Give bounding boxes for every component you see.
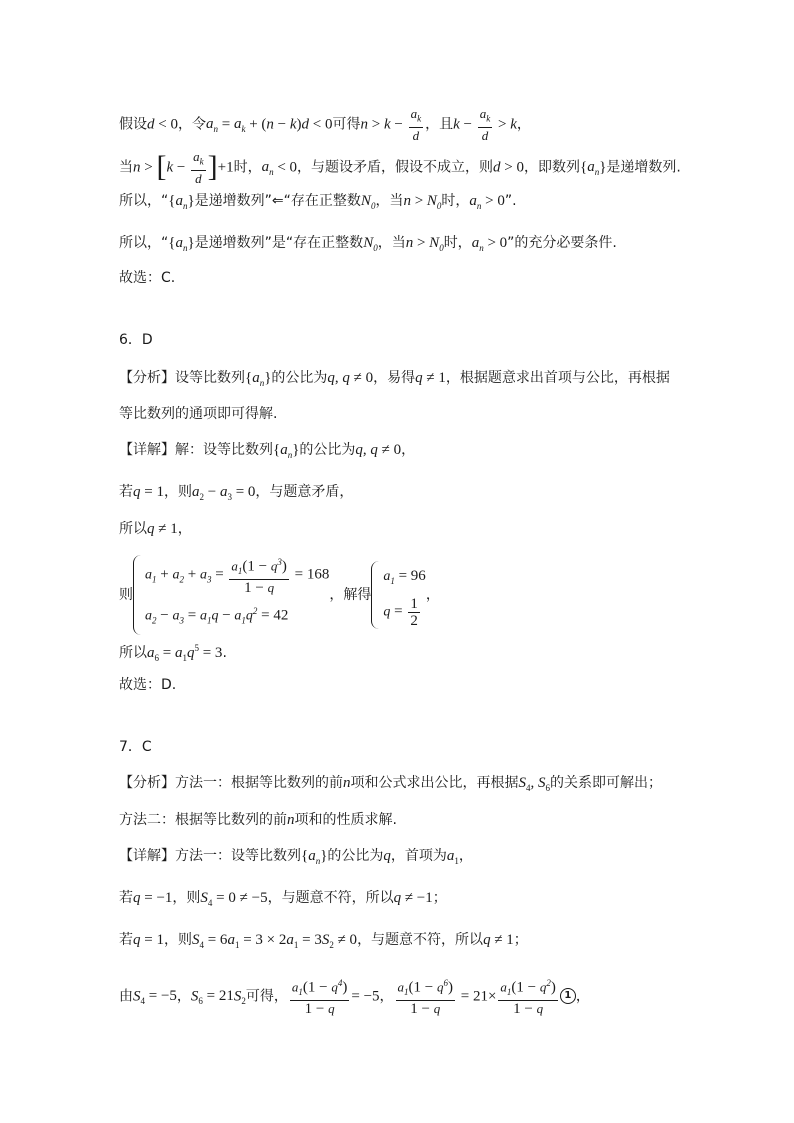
- text-line: 若q = 1，则$a_2 - a_3 = 0$，与题意矛盾，: [119, 484, 354, 502]
- math-inline: + (: [245, 116, 267, 133]
- text-segment: ；: [513, 932, 528, 948]
- question-heading: [119, 330, 153, 350]
- text-line: 【详解】解：设等比数列$\{a_n\}$的公比为q, q ≠ 0，: [119, 442, 416, 460]
- text-segment: 的公比为: [271, 370, 328, 386]
- text-line: 方法二：根据等比数列的前n项和的性质求解.: [119, 812, 397, 828]
- text-segment: ；: [432, 890, 447, 906]
- text-segment: 所以，“: [119, 235, 169, 251]
- text-segment: ，则: [163, 484, 192, 500]
- text-segment: 【详解】方法一：设等比数列: [119, 848, 301, 864]
- text-segment: 可得: [332, 116, 361, 133]
- text-segment: 项和公式求出公比，再根据: [350, 775, 519, 791]
- equation-system: $a_1 = 96$ q = $\frac{1}{2}$: [371, 561, 425, 629]
- text-segment: ，则: [163, 932, 192, 948]
- text-line: 假设d < 0，令$a_n = a_k + (n - k)d < 0$可得n > k − $\frac{a_k}{d}$ ，且k − $\frac{a_k}{d}$ > k，: [119, 106, 531, 143]
- math-inline: d: [147, 116, 155, 133]
- text-segment: 故选：C.: [119, 270, 176, 286]
- math-inline: < 0: [154, 116, 178, 133]
- text-line: 所以$a_6 = a_1q^5 = 3$.: [119, 643, 227, 663]
- text-line: 【分析】方法一：根据等比数列的前n项和公式求出公比，再根据$S_4$, $S_6$的关系即可解出；: [119, 775, 662, 793]
- text-segment: 由: [119, 988, 133, 1005]
- text-segment: 6．D: [119, 332, 153, 348]
- fraction: $\frac{a_1(1 - q^2)}{1 - q}$: [500, 978, 556, 1017]
- text-segment: 【详解】解：设等比数列: [119, 442, 273, 458]
- text-segment: 可得，: [245, 988, 288, 1005]
- text-segment: ，首项为: [390, 848, 447, 864]
- math-inline: $a_n$: [205, 116, 218, 135]
- text-line: 所以，“$\{a_n\}$是递增数列”⇐“存在正整数$N_0$，当$n > N_0$时，$a_n > 0$”.: [119, 193, 517, 211]
- text-segment: ，: [458, 848, 473, 864]
- text-segment: 若: [119, 484, 133, 500]
- bracket: [: [156, 150, 167, 184]
- text-segment: 等比数列的通项即可得解.: [119, 406, 278, 422]
- text-segment: ，: [575, 988, 590, 1005]
- text-segment: ，与题意不符，所以: [267, 890, 394, 906]
- text-line: [119, 555, 440, 635]
- text-segment: 当: [119, 159, 133, 176]
- text-segment: 故选：D.: [119, 677, 177, 693]
- bracket: ]: [207, 150, 218, 184]
- text-segment: ，当: [377, 235, 406, 251]
- text-line: 由$S_4 = -5$，$S_6 = 21S_2$可得， $\frac{a_1(1 - q^4)}{1 - q}$ = −5， $\frac{a_1(1 - q^6)}{1 - q}$ = 21× $\frac{a_1(1 - q^2)}{1 - q}$ 1 ，: [119, 978, 590, 1017]
- math-inline: =: [217, 116, 234, 133]
- text-segment: ，解得: [329, 587, 372, 604]
- text-segment: 方法二：根据等比数列的前: [119, 812, 287, 828]
- text-segment: ，令: [177, 116, 206, 133]
- text-segment: ，: [401, 442, 416, 458]
- text-segment: 的公比为: [299, 442, 356, 458]
- fraction: $\frac{a_k}{d}$: [479, 106, 491, 143]
- text-segment: ，: [379, 988, 394, 1005]
- text-line: 若q = 1，则$S_4 = 6a_1 = 3 \times 2a_1 = 3S_2 \ne 0$，与题意不符，所以q ≠ 1；: [119, 932, 528, 950]
- equation-system: $a_1 + a_2 + a_3$ = $\frac{a_1(1 - q^3)}{1 - q}$ = 168 $a_2 - a_3 = a_1q - a_1q^2 = 42$: [133, 555, 329, 635]
- text-segment: 所以: [119, 645, 147, 661]
- text-segment: ，与题意矛盾，: [255, 484, 354, 500]
- text-segment: 时，: [233, 159, 262, 176]
- fraction: $\frac{a_1(1 - q^6)}{1 - q}$: [397, 978, 453, 1017]
- text-segment: 的公比为: [327, 848, 384, 864]
- text-line: [119, 404, 277, 424]
- text-line: 所以，“$\{a_n\}$是递增数列”是“存在正整数$N_0$，当$n > N_0$时，$a_n > 0$”的充分必要条件.: [119, 235, 617, 253]
- text-segment: ，当: [375, 193, 404, 209]
- text-segment: ，: [425, 587, 440, 604]
- text-segment: 则: [119, 587, 133, 604]
- text-segment: ，: [177, 521, 192, 537]
- text-segment: 所以，“: [119, 193, 169, 209]
- text-segment: ，: [176, 988, 191, 1005]
- text-segment: ，且: [425, 116, 454, 133]
- text-segment: 假设: [119, 116, 147, 133]
- text-segment: 【分析】设等比数列: [119, 370, 245, 386]
- answer-line: [119, 268, 175, 288]
- text-segment: 是递增数列”⇐“存在正整数: [194, 193, 361, 209]
- text-segment: 若: [119, 890, 133, 906]
- text-segment: 7．C: [119, 739, 152, 755]
- text-segment: ，与题意不符，所以: [357, 932, 484, 948]
- text-segment: 时，: [443, 235, 472, 251]
- text-segment: 【分析】方法一：根据等比数列的前: [119, 775, 343, 791]
- text-segment: 的关系即可解出；: [550, 775, 662, 791]
- math-inline: $a_k$: [233, 116, 246, 135]
- text-segment: 项和的性质求解.: [294, 812, 397, 828]
- text-segment: ，根据题意求出首项与公比，再根据: [445, 370, 670, 386]
- text-segment: ，易得: [373, 370, 416, 386]
- text-line: 所以q ≠ 1，: [119, 521, 192, 537]
- fraction: $\frac{a_k}{d}$: [410, 106, 422, 143]
- text-segment: ，与题设矛盾，假设不成立，则: [297, 159, 494, 176]
- text-segment: 是递增数列”是“存在正整数: [194, 235, 364, 251]
- fraction: $\frac{a_1(1 - q^4)}{1 - q}$: [291, 978, 348, 1017]
- circled-number-icon: 1: [560, 988, 576, 1004]
- text-segment: 若: [119, 932, 133, 948]
- math-inline: n: [266, 116, 274, 133]
- text-line: 若q = −1，则$S_4 = 0 \ne -5$，与题意不符，所以q ≠ −1；: [119, 890, 447, 908]
- text-segment: ”.: [504, 193, 517, 209]
- text-line: 当n > [k − $\frac{a_k}{d}$ ]+1时，$a_n < 0$，与题设矛盾，假设不成立，则d > 0，即数列$\{a_n\}$是递增数列.: [119, 149, 681, 186]
- text-line: 【详解】方法一：设等比数列$\{a_n\}$的公比为q，首项为$a_1$，: [119, 848, 473, 866]
- text-segment: ”的充分必要条件.: [507, 235, 617, 251]
- fraction: $\frac{a_k}{d}$: [193, 149, 204, 186]
- text-segment: 时，: [441, 193, 470, 209]
- question-heading: [119, 737, 152, 757]
- text-segment: ，则: [172, 890, 201, 906]
- text-segment: .: [222, 645, 227, 661]
- text-segment: 是递增数列.: [606, 159, 681, 176]
- text-segment: 所以: [119, 521, 147, 537]
- text-segment: ，即数列: [524, 159, 581, 176]
- text-line: 【分析】设等比数列$\{a_n\}$的公比为q, q ≠ 0，易得q ≠ 1，根据题意求出首项与公比，再根据: [119, 370, 670, 388]
- text-segment: ，: [516, 116, 531, 133]
- answer-line: [119, 675, 176, 695]
